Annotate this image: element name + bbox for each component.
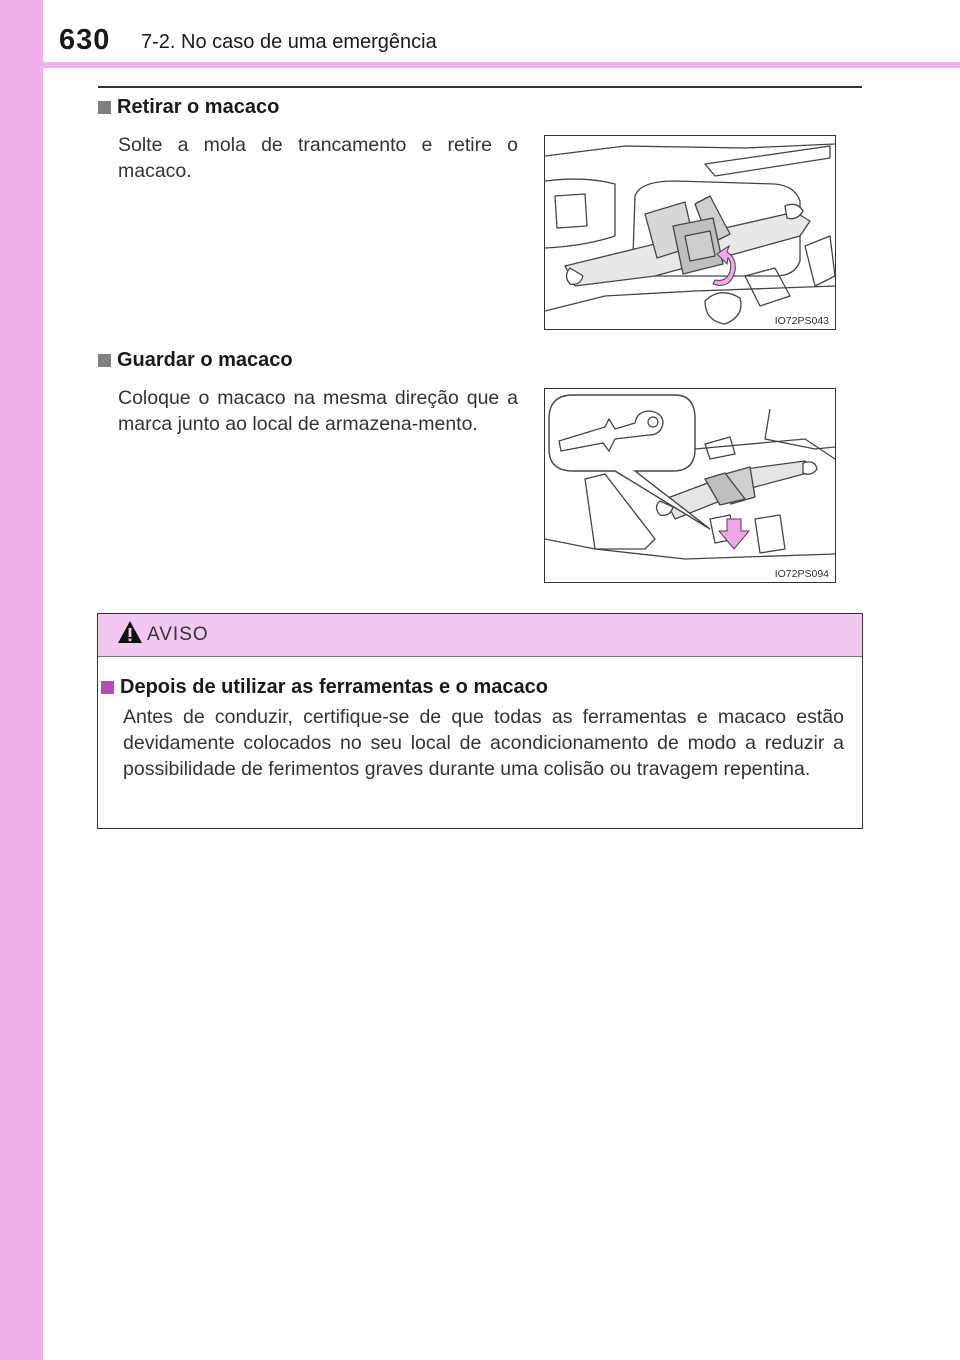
store-jack-text: Coloque o macaco na mesma direção que a marca junto ao local de armazena-mento. bbox=[118, 387, 518, 435]
warning-heading bbox=[101, 676, 548, 699]
section-divider bbox=[98, 86, 862, 88]
jack-storage-illustration bbox=[545, 389, 835, 582]
store-jack-figure-label: IO72PS094 bbox=[774, 568, 829, 580]
side-color-band bbox=[0, 0, 43, 1360]
warning-triangle-icon bbox=[117, 620, 143, 644]
square-bullet-icon bbox=[98, 354, 111, 367]
store-jack-heading bbox=[98, 349, 293, 372]
remove-jack-heading-text: Retirar o macaco bbox=[117, 96, 280, 118]
remove-jack-text: Solte a mola de trancamento e retire o macaco. bbox=[118, 134, 518, 182]
warning-heading-text: Depois de utilizar as ferramentas e o macaco bbox=[120, 676, 548, 698]
header-rule bbox=[43, 62, 960, 68]
section-title: 7-2. No caso de uma emergência bbox=[141, 31, 437, 53]
store-jack-figure bbox=[544, 388, 836, 583]
jack-removal-illustration bbox=[545, 136, 835, 329]
remove-jack-heading bbox=[98, 96, 279, 119]
page-number: 630 bbox=[59, 24, 111, 56]
square-bullet-icon bbox=[98, 101, 111, 114]
warning-box bbox=[97, 613, 863, 829]
warning-header bbox=[98, 614, 862, 657]
store-jack-heading-text: Guardar o macaco bbox=[117, 349, 293, 371]
warning-title: AVISO bbox=[147, 624, 209, 645]
remove-jack-figure bbox=[544, 135, 836, 330]
warning-text: Antes de conduzir, certifique-se de que todas as ferramentas e macaco estão devidamente colocados no seu local de acondicionamento de modo a reduzir a possibilidade de ferimentos graves durante uma colisão ou travagem repentina. bbox=[123, 706, 844, 780]
remove-jack-figure-label: IO72PS043 bbox=[774, 315, 829, 327]
square-bullet-icon bbox=[101, 681, 114, 694]
